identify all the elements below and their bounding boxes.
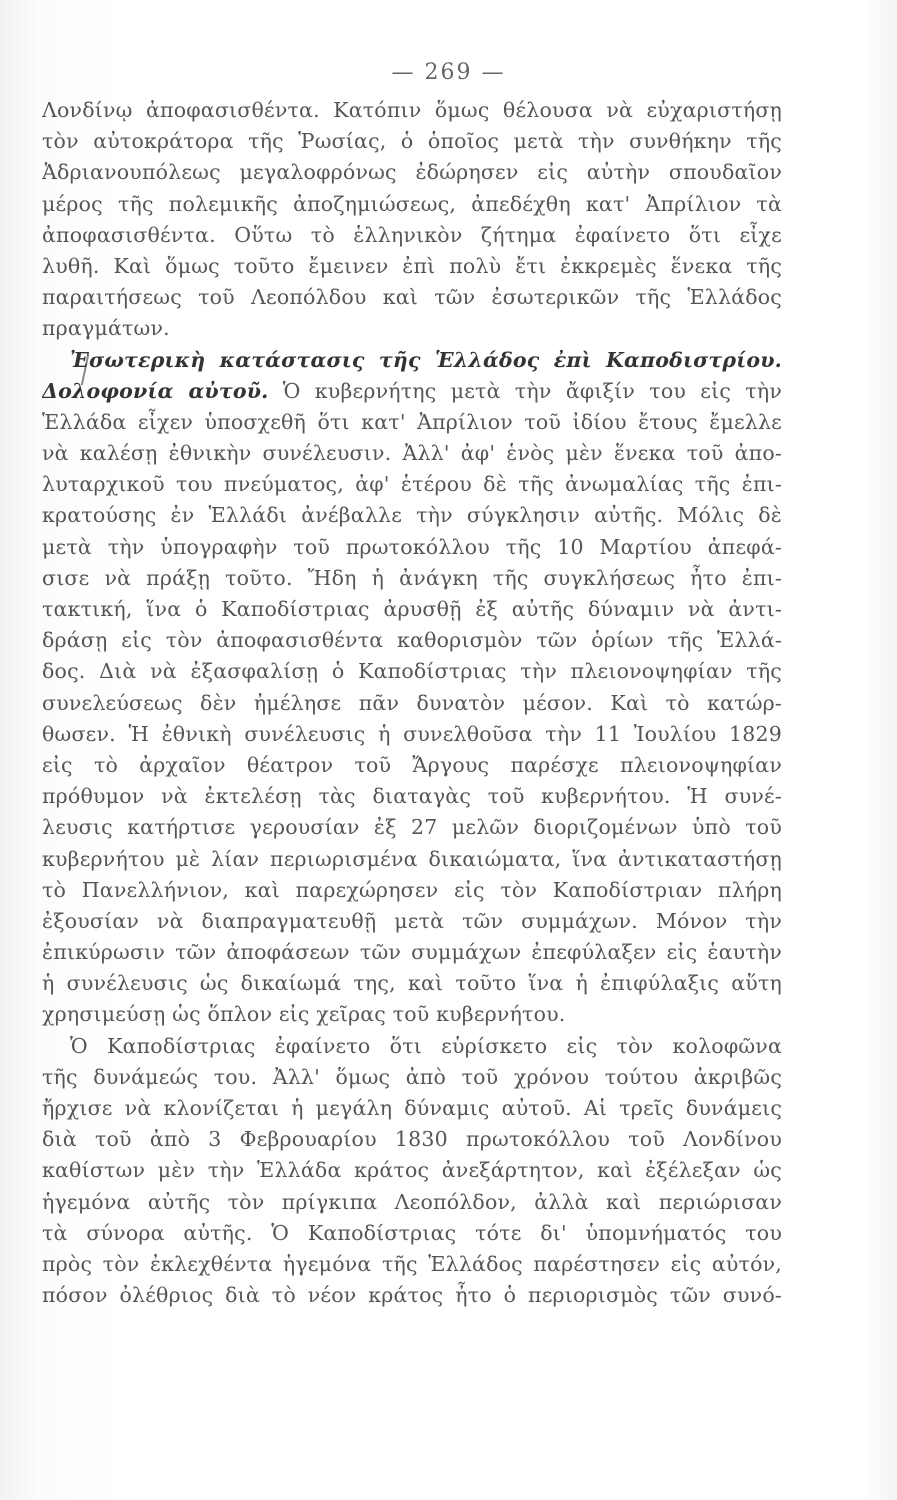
text-line — [42, 376, 782, 407]
text-line: σισε νὰ πράξῃ τοῦτο. Ἤδη ἡ ἀνάγκη τῆς συγκλήσεως ἦτο ἐπι- — [42, 565, 782, 590]
text-line: δράσῃ εἰς τὸν ἀποφασισθέντα καθορισμὸν τῶν ὁρίων τῆς Ἑλλά- — [42, 628, 782, 653]
section-heading-continued: Δολοφονία αὐτοῦ. — [42, 378, 269, 403]
text-line: μετὰ τὴν ὑπογραφὴν τοῦ πρωτοκόλλου τῆς 10 Μαρτίου ἀπεφά- — [42, 534, 782, 559]
paragraph-3 — [42, 1031, 782, 1312]
text-line: ἐπικύρωσιν τῶν ἀποφάσεων τῶν συμμάχων ἐπεφύλαξεν εἰς ἑαυτὴν — [42, 940, 782, 965]
paragraph-2 — [42, 345, 782, 1031]
text-line: πραγμάτων. — [42, 316, 170, 341]
text-line: τὸ Πανελλήνιον, καὶ παρεχώρησεν εἰς τὸν Καποδίστριαν πλήρη — [42, 877, 782, 902]
text-line: διὰ τοῦ ἀπὸ 3 Φεβρουαρίου 1830 πρωτοκόλλου τοῦ Λονδίνου — [42, 1127, 782, 1152]
section-heading: Ἐσωτερικὴ κατάστασις τῆς Ἑλλάδος ἐπὶ Καποδιστρίου. — [70, 347, 782, 372]
text-line: κυβερνήτου μὲ λίαν περιωρισμένα δικαιώματα, ἵνα ἀντικαταστήσῃ — [42, 846, 782, 871]
text-line: ἡ συνέλευσις ὡς δικαίωμά της, καὶ τοῦτο ἵνα ἡ ἐπιφύλαξις αὕτη — [42, 971, 782, 996]
text-line: παραιτήσεως τοῦ Λεοπόλδου καὶ τῶν ἐσωτερικῶν τῆς Ἑλλάδος — [42, 285, 782, 310]
text-line: πρὸς τὸν ἐκλεχθέντα ἡγεμόνα τῆς Ἑλλάδος παρέστησεν εἰς αὐτόν, — [42, 1251, 782, 1276]
text-line: τὰ σύνορα αὐτῆς. Ὁ Καποδίστριας τότε δι' ὑπομνήματός του — [42, 1220, 782, 1245]
text-line: νὰ καλέσῃ ἐθνικὴν συνέλευσιν. Ἀλλ' ἀφ' ἑνὸς μὲν ἕνεκα τοῦ ἀπο- — [42, 441, 782, 466]
text-line: καθίστων μὲν τὴν Ἑλλάδα κράτος ἀνεξάρτητον, καὶ ἐξέλεξαν ὡς — [42, 1158, 782, 1183]
text-line: ἐξουσίαν νὰ διαπραγματευθῇ μετὰ τῶν συμμάχων. Μόνον τὴν — [42, 908, 782, 933]
text-line: ἡγεμόνα αὐτῆς τὸν πρίγκιπα Λεοπόλδον, ἀλλὰ καὶ περιώρισαν — [42, 1189, 782, 1214]
text-line: πρόθυμον νὰ ἐκτελέσῃ τὰς διαταγὰς τοῦ κυβερνήτου. Ἡ συνέ- — [42, 784, 782, 809]
text-line: θωσεν. Ἡ ἐθνικὴ συνέλευσις ἡ συνελθοῦσα τὴν 11 Ἰουλίου 1829 — [42, 721, 782, 746]
text-line: Ἑλλάδα εἶχεν ὑποσχεθῆ ὅτι κατ' Ἀπρίλιον τοῦ ἰδίου ἔτους ἔμελλε — [42, 409, 782, 434]
text-line: ἀποφασισθέντα. Οὕτω τὸ ἑλληνικὸν ζήτημα ἐφαίνετο ὅτι εἶχε — [42, 222, 782, 247]
paragraph-1 — [42, 95, 782, 345]
body-text — [42, 95, 782, 1311]
text-line: λυταρχικοῦ του πνεύματος, ἀφ' ἑτέρου δὲ τῆς ἀνωμαλίας τῆς ἐπι- — [42, 472, 782, 497]
text-line: Ἀδριανουπόλεως μεγαλοφρόνως ἐδώρησεν εἰς αὐτὴν σπουδαῖον — [42, 160, 782, 185]
paragraph-2-opening: Ὁ κυβερνήτης μετὰ τὴν ἄφιξίν του εἰς τὴν — [268, 378, 782, 403]
text-line: δος. Διὰ νὰ ἐξασφαλίσῃ ὁ Καποδίστριας τὴν πλειονοψηφίαν τῆς — [42, 659, 782, 684]
text-line: πόσον ὀλέθριος διὰ τὸ νέον κράτος ἦτο ὁ περιορισμὸς τῶν συνό- — [42, 1283, 782, 1308]
text-line: τακτική, ἵνα ὁ Καποδίστριας ἀρυσθῇ ἐξ αὐτῆς δύναμιν νὰ ἀντι- — [42, 597, 782, 621]
text-line: κρατούσης ἐν Ἑλλάδι ἀνέβαλλε τὴν σύγκλησιν αὐτῆς. Μόλις δὲ — [42, 503, 782, 528]
text-line: λευσις κατήρτισε γερουσίαν ἐξ 27 μελῶν διοριζομένων ὑπὸ τοῦ — [42, 815, 782, 840]
page-number: — 269 — — [391, 60, 506, 85]
text-line: συνελεύσεως δὲν ἠμέλησε πᾶν δυνατὸν μέσον. Καὶ τὸ κατώρ- — [42, 690, 782, 715]
text-line: ἤρχισε νὰ κλονίζεται ἡ μεγάλη δύναμις αὐτοῦ. Αἱ τρεῖς δυνάμεις — [42, 1096, 782, 1120]
text-line: τὸν αὐτοκράτορα τῆς Ῥωσίας, ὁ ὁποῖος μετὰ τὴν συνθήκην τῆς — [42, 129, 782, 154]
text-line: χρησιμεύσῃ ὡς ὅπλον εἰς χεῖρας τοῦ κυβερνήτου. — [42, 1002, 566, 1027]
text-line: Λονδίνῳ ἀποφασισθέντα. Κατόπιν ὅμως θέλουσα νὰ εὐχαριστήσῃ — [42, 98, 782, 122]
text-line: μέρος τῆς πολεμικῆς ἀποζημιώσεως, ἀπεδέχθη κατ' Ἀπρίλιον τὰ — [42, 191, 782, 216]
section-heading-line — [42, 345, 782, 376]
text-line: λυθῆ. Καὶ ὅμως τοῦτο ἔμεινεν ἐπὶ πολὺ ἔτι ἐκκρεμὲς ἕνεκα τῆς — [42, 253, 782, 278]
text-line: Ὁ Καποδίστριας ἐφαίνετο ὅτι εὑρίσκετο εἰς τὸν κολοφῶνα — [70, 1033, 782, 1058]
text-line: εἰς τὸ ἀρχαῖον θέατρον τοῦ Ἄργους παρέσχε πλειονοψηφίαν — [42, 752, 782, 777]
text-line: τῆς δυνάμεώς του. Ἀλλ' ὅμως ἀπὸ τοῦ χρόνου τούτου ἀκριβῶς — [42, 1064, 782, 1089]
